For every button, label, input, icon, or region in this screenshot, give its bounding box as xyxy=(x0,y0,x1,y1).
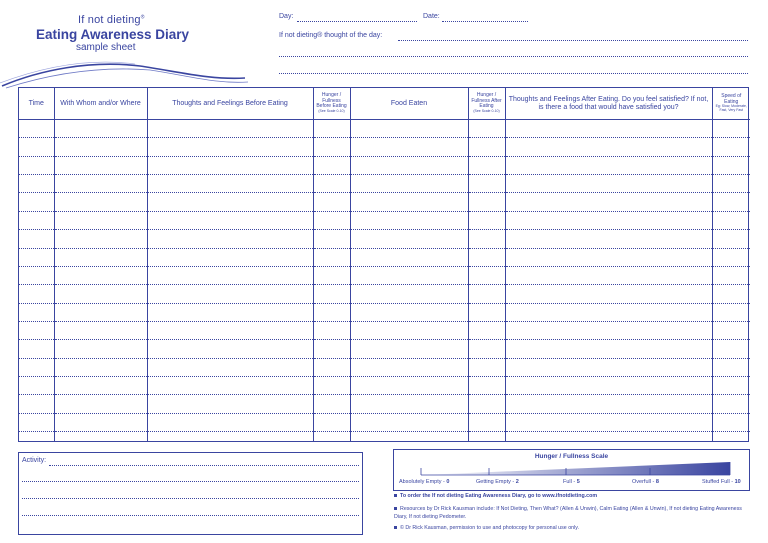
table-cell[interactable] xyxy=(147,321,313,339)
table-cell[interactable] xyxy=(54,120,147,138)
date-field[interactable] xyxy=(442,21,528,22)
table-row xyxy=(19,303,750,321)
table-row xyxy=(19,175,750,193)
table-row xyxy=(19,432,750,441)
table-cell[interactable] xyxy=(54,303,147,321)
table-cell[interactable] xyxy=(505,193,712,211)
table-cell[interactable] xyxy=(712,175,750,193)
table-cell[interactable] xyxy=(54,321,147,339)
table-cell[interactable] xyxy=(505,285,712,303)
col-header-thoughts-after: Thoughts and Feelings After Eating. Do you feel satisfied? If not, is there a food that would have satisfied you? xyxy=(505,88,712,120)
copyright-note: © Dr Rick Kausman, permission to use and photocopy for personal use only. xyxy=(394,524,754,532)
table-cell[interactable] xyxy=(54,358,147,376)
scale-point-8: Overfull - 8 xyxy=(632,479,659,485)
table-cell[interactable] xyxy=(350,175,468,193)
table-cell[interactable] xyxy=(54,211,147,229)
activity-field-2[interactable] xyxy=(22,481,359,482)
col-header-food-eaten: Food Eaten xyxy=(350,88,468,120)
table-cell[interactable] xyxy=(468,156,505,174)
thought-label: If not dieting® thought of the day: xyxy=(279,32,383,39)
col-header-with-whom: With Whom and/or Where xyxy=(54,88,147,120)
table-cell[interactable] xyxy=(505,156,712,174)
scale-point-10: Stuffed Full - 10 xyxy=(702,479,741,485)
table-cell[interactable] xyxy=(350,156,468,174)
table-cell[interactable] xyxy=(712,413,750,431)
table-cell[interactable] xyxy=(505,432,712,441)
table-cell[interactable] xyxy=(147,340,313,358)
scale-title: Hunger / Fullness Scale xyxy=(534,453,609,460)
activity-field-4[interactable] xyxy=(22,515,359,516)
table-cell[interactable] xyxy=(505,138,712,156)
table-cell[interactable] xyxy=(313,266,350,284)
table-cell[interactable] xyxy=(505,175,712,193)
table-cell[interactable] xyxy=(712,377,750,395)
table-cell[interactable] xyxy=(54,413,147,431)
table-cell[interactable] xyxy=(350,285,468,303)
table-row xyxy=(19,230,750,248)
table-cell[interactable] xyxy=(19,175,54,193)
col-header-speed: Speed of Eating Eg: Slow, Moderate, Fast, Very Fast xyxy=(712,88,750,120)
col-header-thoughts-before: Thoughts and Feelings Before Eating xyxy=(147,88,313,120)
table-cell[interactable] xyxy=(19,230,54,248)
table-cell[interactable] xyxy=(147,138,313,156)
table-row xyxy=(19,413,750,431)
table-cell[interactable] xyxy=(147,303,313,321)
date-label: Date: xyxy=(423,13,440,20)
col-header-hunger-before: Hunger / Fullness Before Eating (See Scale 0-10) xyxy=(313,88,350,120)
table-cell[interactable] xyxy=(19,120,54,138)
diary-table xyxy=(18,87,749,442)
table-cell[interactable] xyxy=(313,285,350,303)
table-cell[interactable] xyxy=(19,138,54,156)
table-cell[interactable] xyxy=(54,230,147,248)
table-cell[interactable] xyxy=(54,340,147,358)
table-cell[interactable] xyxy=(350,358,468,376)
table-cell[interactable] xyxy=(505,358,712,376)
table-cell[interactable] xyxy=(505,230,712,248)
table-cell[interactable] xyxy=(712,211,750,229)
table-cell[interactable] xyxy=(712,266,750,284)
table-cell[interactable] xyxy=(468,395,505,413)
table-cell[interactable] xyxy=(19,211,54,229)
table-cell[interactable] xyxy=(712,193,750,211)
table-cell[interactable] xyxy=(147,377,313,395)
table-cell[interactable] xyxy=(350,413,468,431)
table-cell[interactable] xyxy=(468,321,505,339)
table-cell[interactable] xyxy=(505,266,712,284)
wave-graphic xyxy=(0,52,250,92)
table-cell[interactable] xyxy=(505,413,712,431)
table-cell[interactable] xyxy=(468,432,505,441)
table-cell[interactable] xyxy=(313,432,350,441)
table-cell[interactable] xyxy=(350,120,468,138)
table-cell[interactable] xyxy=(712,285,750,303)
table-cell[interactable] xyxy=(505,377,712,395)
table-cell[interactable] xyxy=(505,248,712,266)
table-cell[interactable] xyxy=(313,193,350,211)
activity-label: Activity: xyxy=(22,457,47,464)
table-cell[interactable] xyxy=(350,138,468,156)
table-cell[interactable] xyxy=(19,413,54,431)
thought-field-1[interactable] xyxy=(398,40,748,41)
table-cell[interactable] xyxy=(54,248,147,266)
table-cell[interactable] xyxy=(350,395,468,413)
table-cell[interactable] xyxy=(147,120,313,138)
table-cell[interactable] xyxy=(468,266,505,284)
table-cell[interactable] xyxy=(313,156,350,174)
table-cell[interactable] xyxy=(468,138,505,156)
table-cell[interactable] xyxy=(19,358,54,376)
table-cell[interactable] xyxy=(147,285,313,303)
activity-field-3[interactable] xyxy=(22,498,359,499)
table-cell[interactable] xyxy=(350,230,468,248)
table-cell[interactable] xyxy=(147,432,313,441)
table-cell[interactable] xyxy=(313,413,350,431)
table-cell[interactable] xyxy=(350,211,468,229)
table-cell[interactable] xyxy=(147,193,313,211)
thought-field-3[interactable] xyxy=(279,73,748,74)
table-cell[interactable] xyxy=(712,248,750,266)
table-cell[interactable] xyxy=(313,138,350,156)
table-cell[interactable] xyxy=(505,395,712,413)
table-cell[interactable] xyxy=(468,248,505,266)
table-row xyxy=(19,266,750,284)
table-cell[interactable] xyxy=(147,266,313,284)
table-cell[interactable] xyxy=(468,175,505,193)
bullet-icon xyxy=(394,526,397,529)
table-cell[interactable] xyxy=(19,340,54,358)
table-cell[interactable] xyxy=(313,358,350,376)
table-cell[interactable] xyxy=(313,303,350,321)
table-cell[interactable] xyxy=(19,248,54,266)
table-cell[interactable] xyxy=(712,156,750,174)
table-cell[interactable] xyxy=(350,377,468,395)
table-cell[interactable] xyxy=(712,321,750,339)
scale-point-2: Getting Empty - 2 xyxy=(476,479,519,485)
table-cell[interactable] xyxy=(505,340,712,358)
table-row xyxy=(19,321,750,339)
table-cell[interactable] xyxy=(468,211,505,229)
table-cell[interactable] xyxy=(19,432,54,441)
scale-point-5: Full - 5 xyxy=(563,479,580,485)
table-cell[interactable] xyxy=(350,248,468,266)
table-cell[interactable] xyxy=(147,156,313,174)
table-cell[interactable] xyxy=(712,120,750,138)
scale-point-0: Absolutely Empty - 0 xyxy=(399,479,450,485)
table-cell[interactable] xyxy=(19,303,54,321)
table-cell[interactable] xyxy=(350,340,468,358)
table-cell[interactable] xyxy=(505,120,712,138)
activity-field-1[interactable] xyxy=(49,465,359,466)
logo-brand: If not dieting® xyxy=(78,14,145,26)
table-row xyxy=(19,285,750,303)
table-cell[interactable] xyxy=(54,377,147,395)
table-cell[interactable] xyxy=(712,395,750,413)
scale-gradient-bar xyxy=(394,450,751,492)
activity-box xyxy=(18,452,363,535)
table-cell[interactable] xyxy=(468,193,505,211)
table-cell[interactable] xyxy=(313,340,350,358)
table-row xyxy=(19,395,750,413)
table-cell[interactable] xyxy=(313,211,350,229)
table-cell[interactable] xyxy=(19,321,54,339)
table-cell[interactable] xyxy=(19,156,54,174)
table-cell[interactable] xyxy=(468,303,505,321)
logo xyxy=(0,8,250,88)
table-cell[interactable] xyxy=(313,377,350,395)
table-cell[interactable] xyxy=(19,266,54,284)
table-cell[interactable] xyxy=(350,321,468,339)
col-header-hunger-after: Hunger / Fullness After Eating (See Scale 0-10) xyxy=(468,88,505,120)
table-cell[interactable] xyxy=(350,193,468,211)
table-row xyxy=(19,193,750,211)
table-cell[interactable] xyxy=(19,285,54,303)
table-cell[interactable] xyxy=(313,395,350,413)
table-cell[interactable] xyxy=(712,230,750,248)
logo-title: Eating Awareness Diary xyxy=(36,27,190,42)
table-cell[interactable] xyxy=(147,413,313,431)
table-cell[interactable] xyxy=(54,138,147,156)
table-cell[interactable] xyxy=(505,321,712,339)
logo-subtitle: sample sheet xyxy=(76,42,136,53)
table-cell[interactable] xyxy=(468,358,505,376)
table-cell[interactable] xyxy=(712,358,750,376)
table-row xyxy=(19,156,750,174)
table-cell[interactable] xyxy=(712,340,750,358)
table-cell[interactable] xyxy=(313,248,350,266)
table-cell[interactable] xyxy=(147,211,313,229)
order-note: To order the If not dieting Eating Awareness Diary, go to www.ifnotdieting.com xyxy=(394,492,754,500)
table-cell[interactable] xyxy=(147,230,313,248)
table-cell[interactable] xyxy=(313,175,350,193)
day-label: Day: xyxy=(279,13,294,20)
table-cell[interactable] xyxy=(54,193,147,211)
table-cell[interactable] xyxy=(19,377,54,395)
table-cell[interactable] xyxy=(712,303,750,321)
table-cell[interactable] xyxy=(350,266,468,284)
table-cell[interactable] xyxy=(54,395,147,413)
table-cell[interactable] xyxy=(147,248,313,266)
table-row xyxy=(19,211,750,229)
table-cell[interactable] xyxy=(468,120,505,138)
table-cell[interactable] xyxy=(313,321,350,339)
table-cell[interactable] xyxy=(468,377,505,395)
table-cell[interactable] xyxy=(468,285,505,303)
table-cell[interactable] xyxy=(19,395,54,413)
table-row xyxy=(19,358,750,376)
table-cell[interactable] xyxy=(147,358,313,376)
table-cell[interactable] xyxy=(712,432,750,441)
table-cell[interactable] xyxy=(350,303,468,321)
table-cell[interactable] xyxy=(54,266,147,284)
resources-note: Resources by Dr Rick Kausman include: If Not Dieting, Then What? (Allen & Unwin), Calm Eating (Allen & Unwin), If not dieting Eating Awareness Diary, If not dieting Pedometer. xyxy=(394,506,742,520)
table-cell[interactable] xyxy=(505,211,712,229)
table-cell[interactable] xyxy=(505,303,712,321)
table-cell[interactable] xyxy=(468,340,505,358)
table-cell[interactable] xyxy=(712,138,750,156)
table-row xyxy=(19,340,750,358)
table-row xyxy=(19,377,750,395)
bullet-icon xyxy=(394,494,397,497)
table-cell[interactable] xyxy=(147,175,313,193)
table-cell[interactable] xyxy=(468,413,505,431)
table-cell[interactable] xyxy=(313,230,350,248)
table-cell[interactable] xyxy=(19,193,54,211)
table-cell[interactable] xyxy=(54,432,147,441)
col-header-time: Time xyxy=(19,88,54,120)
thought-field-2[interactable] xyxy=(279,56,748,57)
table-row xyxy=(19,120,750,138)
table-cell[interactable] xyxy=(468,230,505,248)
bullet-icon xyxy=(394,507,397,510)
day-field[interactable] xyxy=(297,21,417,22)
table-cell[interactable] xyxy=(54,285,147,303)
table-row xyxy=(19,248,750,266)
table-row xyxy=(19,138,750,156)
table-cell[interactable] xyxy=(147,395,313,413)
hunger-scale xyxy=(393,449,750,491)
table-cell[interactable] xyxy=(313,120,350,138)
table-cell[interactable] xyxy=(350,432,468,441)
table-cell[interactable] xyxy=(54,156,147,174)
table-cell[interactable] xyxy=(54,175,147,193)
